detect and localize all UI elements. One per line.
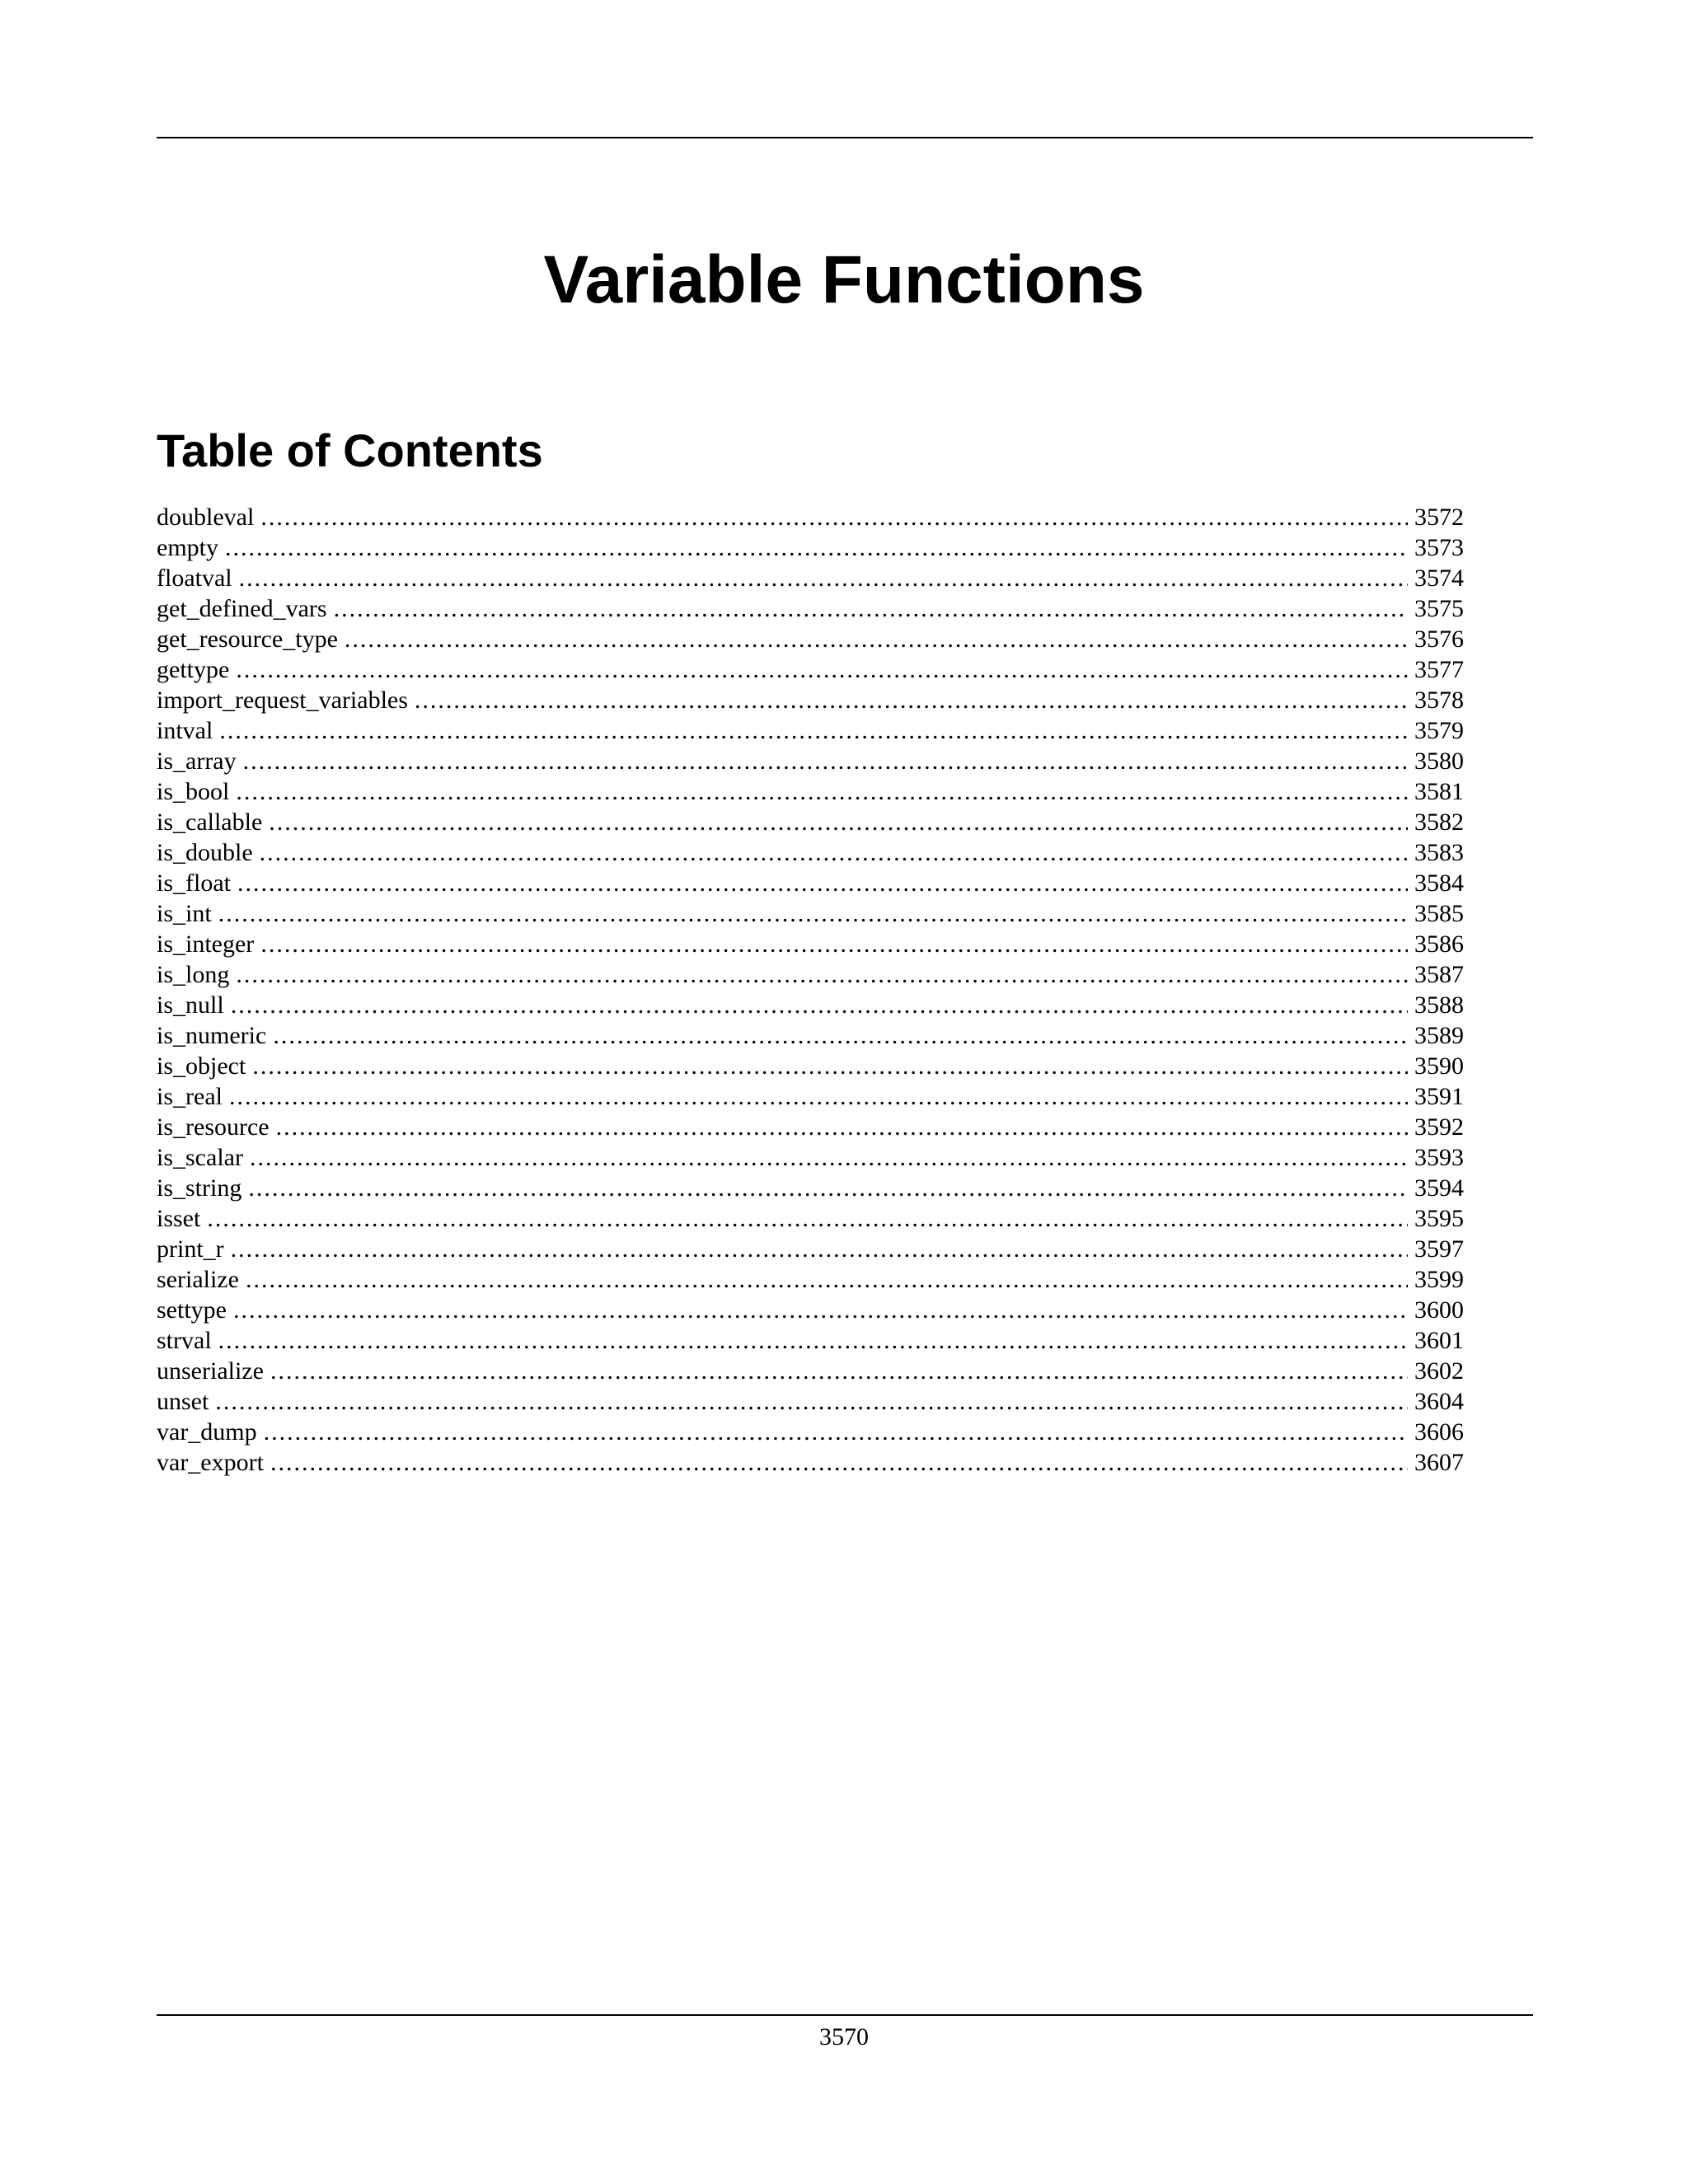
toc-entry-leader xyxy=(236,776,1408,807)
toc-entry-name[interactable]: var_dump xyxy=(157,1418,257,1446)
toc-entry[interactable] xyxy=(157,1386,1464,1417)
toc-entry-leader xyxy=(273,1020,1408,1051)
toc-entry-leader xyxy=(218,1325,1408,1356)
toc-entry[interactable] xyxy=(157,868,1464,898)
toc-entry-name[interactable]: strval xyxy=(157,1327,212,1354)
toc-entry-page[interactable]: 3588 xyxy=(1414,991,1464,1019)
toc-entry-name[interactable]: is_array xyxy=(157,748,237,775)
chapter-title: Variable Functions xyxy=(543,242,1145,317)
toc-entry[interactable] xyxy=(157,593,1464,624)
toc-entry-page[interactable]: 3583 xyxy=(1414,839,1464,866)
toc-entry[interactable] xyxy=(157,807,1464,837)
toc-entry-leader xyxy=(264,1417,1408,1447)
toc-entry-name[interactable]: is_bool xyxy=(157,778,230,805)
toc-entry[interactable] xyxy=(157,532,1464,563)
toc-entry-leader xyxy=(260,502,1408,532)
toc-entry-leader xyxy=(243,746,1408,776)
toc-entry-leader xyxy=(218,898,1408,929)
page-number: 3570 xyxy=(819,2023,869,2050)
toc-entry-name[interactable]: get_defined_vars xyxy=(157,595,327,622)
toc-entry[interactable] xyxy=(157,837,1464,868)
toc-entry-name[interactable]: unset xyxy=(157,1388,209,1415)
toc-entry[interactable] xyxy=(157,1356,1464,1386)
toc-entry-name[interactable]: is_double xyxy=(157,839,253,866)
toc-entry-page[interactable]: 3607 xyxy=(1414,1449,1464,1476)
toc-entry-leader xyxy=(250,1142,1408,1173)
toc-entry[interactable] xyxy=(157,685,1464,715)
toc-entry-name[interactable]: isset xyxy=(157,1205,201,1232)
toc-entry-name[interactable]: is_numeric xyxy=(157,1022,267,1049)
toc-entry-page[interactable]: 3599 xyxy=(1414,1266,1464,1293)
toc-entry-leader xyxy=(233,1295,1408,1325)
toc-entry-leader xyxy=(231,990,1408,1020)
toc-entry-page[interactable]: 3589 xyxy=(1414,1022,1464,1049)
toc-entry-leader xyxy=(215,1386,1408,1417)
toc-entry-name[interactable]: intval xyxy=(157,717,213,744)
toc-entry-page[interactable]: 3594 xyxy=(1414,1174,1464,1202)
toc-entry-name[interactable]: is_long xyxy=(157,961,230,988)
toc-entry[interactable] xyxy=(157,624,1464,654)
toc-entry-name[interactable]: get_resource_type xyxy=(157,626,338,653)
footer-rule xyxy=(157,2014,1533,2016)
toc-entry-page[interactable]: 3601 xyxy=(1414,1327,1464,1354)
toc-entry[interactable] xyxy=(157,990,1464,1020)
toc-entry-leader xyxy=(276,1112,1408,1142)
toc-entry-page[interactable]: 3606 xyxy=(1414,1418,1464,1446)
toc-entry-name[interactable]: floatval xyxy=(157,565,232,592)
toc-entry-leader xyxy=(239,563,1408,593)
toc-entry-name[interactable]: gettype xyxy=(157,656,230,683)
toc-entry-name[interactable]: is_integer xyxy=(157,930,255,958)
toc-entry-page[interactable]: 3579 xyxy=(1414,717,1464,744)
toc-entry-name[interactable]: unserialize xyxy=(157,1357,264,1385)
toc-entry-page[interactable]: 3574 xyxy=(1414,565,1464,592)
toc-entry-leader xyxy=(345,624,1408,654)
toc-entry-name[interactable]: is_float xyxy=(157,869,231,897)
toc-entry[interactable] xyxy=(157,1295,1464,1325)
toc-entry-leader xyxy=(248,1173,1408,1203)
toc-entry-page[interactable]: 3591 xyxy=(1414,1083,1464,1110)
toc-entry[interactable] xyxy=(157,1447,1464,1478)
toc-entry-page[interactable]: 3587 xyxy=(1414,961,1464,988)
toc-entry-name[interactable]: empty xyxy=(157,534,218,561)
toc-entry-leader xyxy=(219,715,1408,746)
toc-list xyxy=(157,502,1464,1478)
toc-entry-leader xyxy=(260,837,1408,868)
toc-entry[interactable] xyxy=(157,715,1464,746)
toc-entry-name[interactable]: import_request_variables xyxy=(157,687,408,714)
toc-entry-leader xyxy=(415,685,1408,715)
toc-entry-page[interactable]: 3576 xyxy=(1414,626,1464,653)
toc-entry-page[interactable]: 3595 xyxy=(1414,1205,1464,1232)
toc-entry[interactable] xyxy=(157,1234,1464,1264)
toc-entry-name[interactable]: is_scalar xyxy=(157,1144,243,1171)
toc-entry-leader xyxy=(252,1051,1408,1081)
toc-entry[interactable] xyxy=(157,502,1464,532)
toc-entry-page[interactable]: 3573 xyxy=(1414,534,1464,561)
toc-entry[interactable] xyxy=(157,563,1464,593)
toc-entry[interactable] xyxy=(157,1112,1464,1142)
toc-entry-page[interactable]: 3584 xyxy=(1414,869,1464,897)
toc-entry-leader xyxy=(229,1081,1408,1112)
toc-entry[interactable] xyxy=(157,929,1464,959)
toc-entry[interactable] xyxy=(157,1325,1464,1356)
toc-entry-name[interactable]: is_string xyxy=(157,1174,242,1202)
toc-entry-page[interactable]: 3602 xyxy=(1414,1357,1464,1385)
toc-entry-leader xyxy=(270,1356,1408,1386)
toc-entry-leader xyxy=(269,807,1408,837)
toc-entry[interactable] xyxy=(157,1020,1464,1051)
toc-entry-page[interactable]: 3593 xyxy=(1414,1144,1464,1171)
toc-entry-name[interactable]: settype xyxy=(157,1296,227,1324)
toc-entry-leader xyxy=(246,1264,1408,1295)
toc-entry[interactable] xyxy=(157,1081,1464,1112)
toc-entry-name[interactable]: is_callable xyxy=(157,808,263,836)
toc-entry[interactable] xyxy=(157,1417,1464,1447)
toc-entry-name[interactable]: is_resource xyxy=(157,1113,270,1141)
toc-entry-leader xyxy=(260,929,1408,959)
toc-entry[interactable] xyxy=(157,654,1464,685)
header-rule xyxy=(157,137,1533,138)
toc-entry-page[interactable]: 3590 xyxy=(1414,1052,1464,1080)
toc-entry-page[interactable]: 3580 xyxy=(1414,748,1464,775)
toc-entry[interactable] xyxy=(157,959,1464,990)
toc-entry-name[interactable]: var_export xyxy=(157,1449,264,1476)
toc-entry-leader xyxy=(236,654,1408,685)
toc-entry[interactable] xyxy=(157,1203,1464,1234)
toc-entry-page[interactable]: 3585 xyxy=(1414,900,1464,927)
toc-entry-name[interactable]: doubleval xyxy=(157,504,255,531)
toc-entry-page[interactable]: 3575 xyxy=(1414,595,1464,622)
toc-entry-leader xyxy=(231,1234,1408,1264)
toc-entry[interactable] xyxy=(157,1142,1464,1173)
toc-entry-name[interactable]: is_real xyxy=(157,1083,223,1110)
toc-entry-leader xyxy=(334,593,1408,624)
toc-entry-name[interactable]: is_object xyxy=(157,1052,246,1080)
toc-entry[interactable] xyxy=(157,1051,1464,1081)
toc-entry-page[interactable]: 3592 xyxy=(1414,1113,1464,1141)
toc-entry[interactable] xyxy=(157,1173,1464,1203)
toc-entry-page[interactable]: 3597 xyxy=(1414,1235,1464,1263)
toc-entry-leader xyxy=(270,1447,1408,1478)
toc-entry-page[interactable]: 3582 xyxy=(1414,808,1464,836)
toc-entry-leader xyxy=(237,868,1408,898)
toc-entry[interactable] xyxy=(157,898,1464,929)
toc-entry-page[interactable]: 3578 xyxy=(1414,687,1464,714)
toc-entry-page[interactable]: 3604 xyxy=(1414,1388,1464,1415)
toc-entry-name[interactable]: print_r xyxy=(157,1235,224,1263)
toc-entry-leader xyxy=(225,532,1408,563)
toc-entry[interactable] xyxy=(157,1264,1464,1295)
toc-entry[interactable] xyxy=(157,776,1464,807)
toc-entry-leader xyxy=(207,1203,1408,1234)
toc-entry-page[interactable]: 3586 xyxy=(1414,930,1464,958)
toc-entry-page[interactable]: 3577 xyxy=(1414,656,1464,683)
toc-entry-name[interactable]: is_null xyxy=(157,991,224,1019)
toc-entry[interactable] xyxy=(157,746,1464,776)
toc-entry-name[interactable]: serialize xyxy=(157,1266,239,1293)
toc-heading: Table of Contents xyxy=(157,424,543,476)
toc-entry-page[interactable]: 3581 xyxy=(1414,778,1464,805)
toc-entry-page[interactable]: 3572 xyxy=(1414,504,1464,531)
toc-entry-name[interactable]: is_int xyxy=(157,900,212,927)
toc-entry-page[interactable]: 3600 xyxy=(1414,1296,1464,1324)
toc-entry-leader xyxy=(236,959,1408,990)
